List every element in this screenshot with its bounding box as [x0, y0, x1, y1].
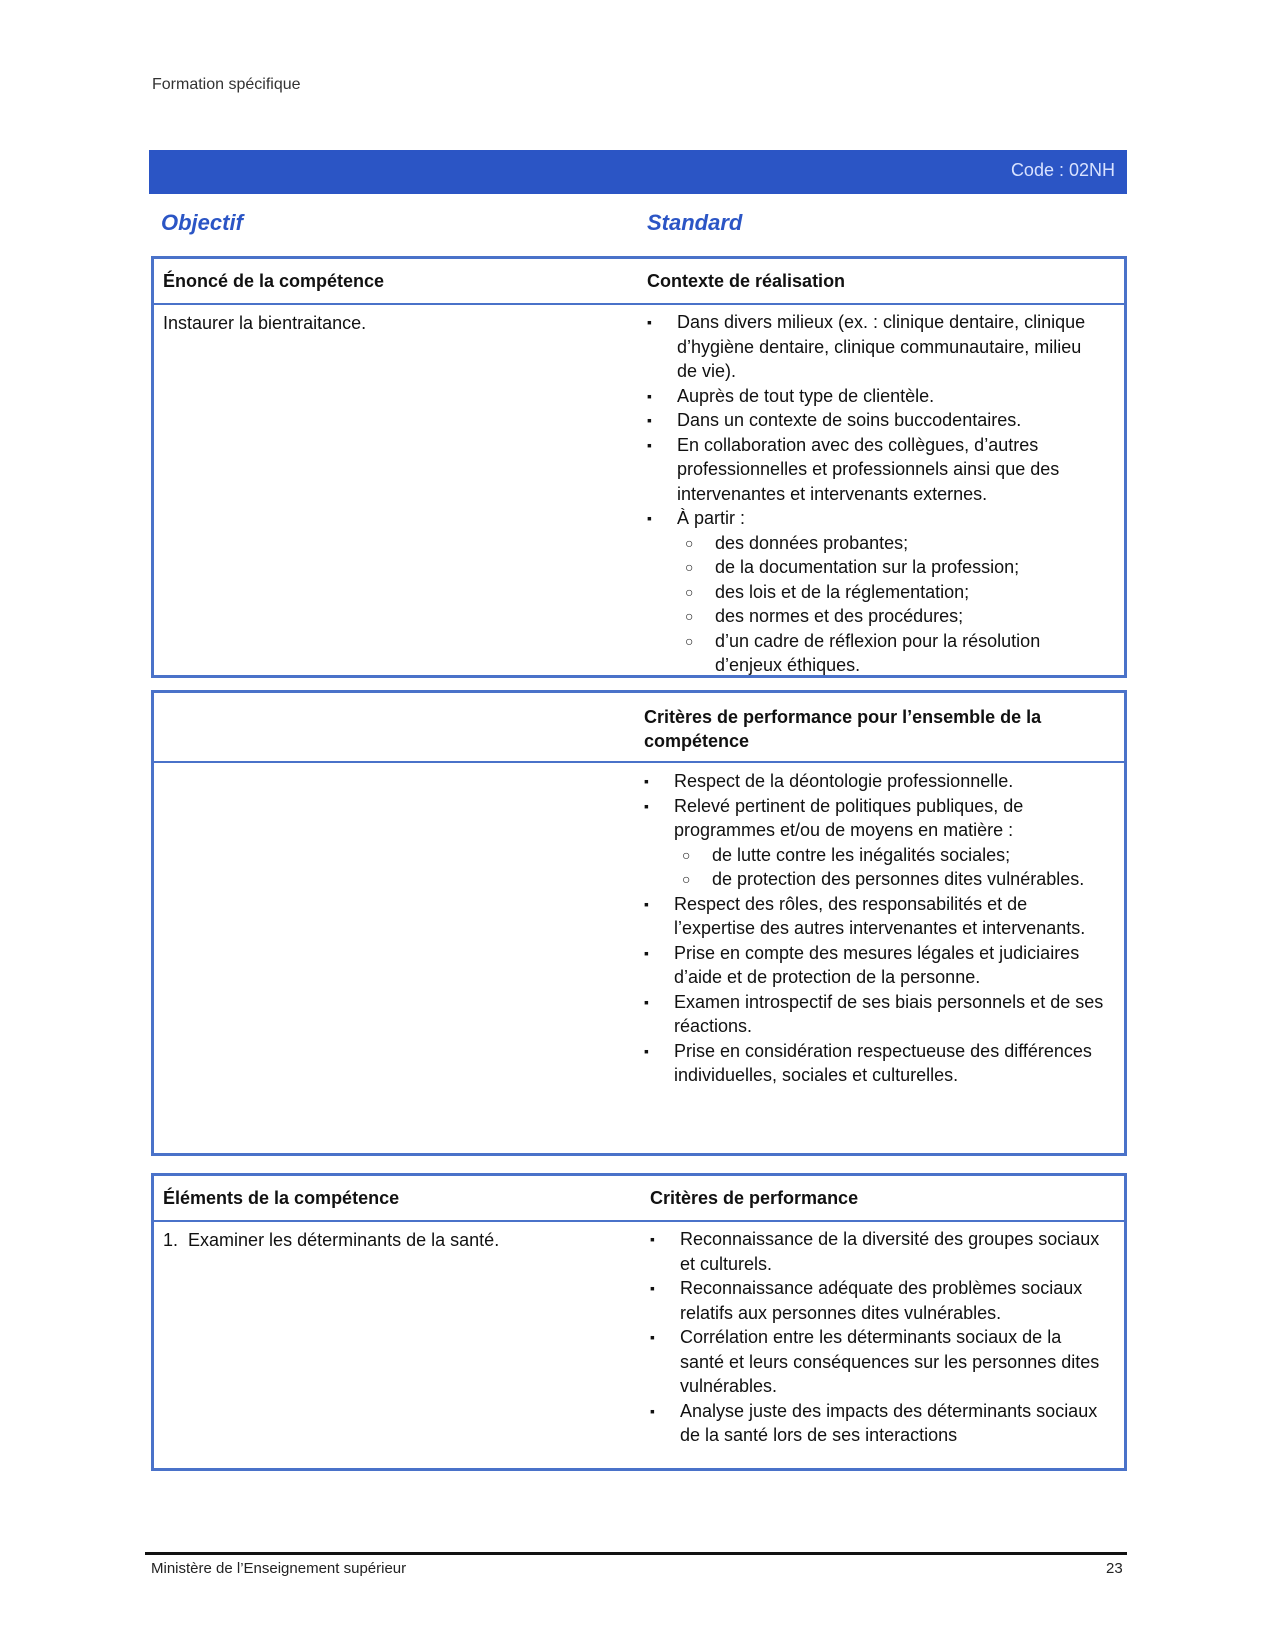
bullet-icon: ▪: [644, 797, 649, 814]
list-item: ▪ Prise en compte des mesures légales et judiciaires d’aide et de protection de la personne.: [644, 942, 1080, 987]
list-item: ▪ Respect des rôles, des responsabilités et de l’expertise des autres intervenantes et intervenants.: [644, 893, 1086, 938]
code-bar: [149, 150, 1127, 194]
enonce-text: Instaurer la bientraitance.: [163, 313, 367, 333]
circle-bullet-icon: ○: [685, 608, 694, 624]
criteres-head: Critères de performance: [650, 1188, 859, 1208]
bullet-icon: ▪: [647, 387, 652, 404]
list-item: ▪ Dans un contexte de soins buccodentaires.: [647, 408, 1087, 433]
list-item: ▪ En collaboration avec des collègues, d’autres professionnelles et professionnels ainsi que des intervenantes et intervenants externes.: [647, 434, 1060, 504]
sub-list-item: ○ de la documentation sur la profession;: [685, 555, 1087, 580]
sub-list-item: ○ de protection des personnes dites vulnérables.: [682, 867, 1104, 892]
bullet-icon: ▪: [650, 1329, 655, 1345]
competency-code: Code : 02NH: [1010, 160, 1115, 180]
table-enonce: [151, 256, 1127, 678]
footer-divider: [145, 1552, 1127, 1555]
sub-list: [674, 843, 1104, 892]
list-item: ▪ Dans divers milieux (ex. : clinique dentaire, clinique d’hygiène dentaire, clinique communautaire, milieu de vie).: [647, 312, 1086, 381]
sub-list-item: ○ des données probantes;: [685, 531, 1087, 556]
standard-title: Standard: [647, 210, 743, 235]
bullet-icon: ▪: [644, 773, 649, 789]
criteres-ensemble-head: Critères de performance pour l’ensemble de la compétence: [644, 707, 1042, 751]
bullet-icon: ▪: [644, 1042, 649, 1059]
criteres-ensemble-list: [644, 769, 1104, 1088]
sub-list-item: ○ des lois et de la réglementation;: [685, 580, 1087, 605]
bullet-icon: ▪: [647, 510, 652, 526]
contexte-list: [647, 310, 1087, 678]
bullet-icon: ▪: [650, 1231, 655, 1247]
bullet-icon: ▪: [647, 436, 652, 453]
bullet-icon: ▪: [647, 314, 652, 330]
element-text: Examiner les déterminants de la santé.: [188, 1230, 500, 1250]
contexte-head: Contexte de réalisation: [647, 271, 846, 291]
list-item: ▪ Auprès de tout type de clientèle.: [647, 384, 1087, 409]
bullet-icon: ▪: [644, 944, 649, 961]
list-item: ▪ Respect de la déontologie professionnelle.: [644, 769, 1104, 794]
table-criteres-ensemble: [151, 690, 1127, 1156]
criteres-list: [650, 1227, 1102, 1448]
footer-ministry: Ministère de l’Enseignement supérieur: [151, 1560, 407, 1577]
circle-bullet-icon: ○: [682, 846, 691, 863]
list-item: ▪ Analyse juste des impacts des déterminants sociaux de la santé lors de ses interactions: [650, 1400, 1098, 1445]
element-number: 1.: [163, 1230, 179, 1250]
sub-list-item: ○ de lutte contre les inégalités sociales;: [682, 843, 1104, 868]
list-item: ▪ Prise en considération respectueuse des différences individuelles, sociales et culturelles.: [644, 1040, 1092, 1085]
list-item: ▪ Relevé pertinent de politiques publiques, de programmes et/ou de moyens en matière : ○ de lutte contre les inégalités sociales; ○ de protection des personnes dites vulnérables.: [644, 794, 1104, 892]
list-item: ▪ Examen introspectif de ses biais personnels et de ses réactions.: [644, 991, 1104, 1036]
sub-list: [677, 531, 1087, 678]
bullet-icon: ▪: [650, 1280, 655, 1296]
circle-bullet-icon: ○: [685, 559, 694, 575]
circle-bullet-icon: ○: [685, 534, 694, 551]
elements-head: Éléments de la compétence: [163, 1188, 400, 1208]
objectif-title: Objectif: [161, 210, 243, 235]
bullet-icon: ▪: [650, 1402, 655, 1419]
sub-list-item: ○ des normes et des procédures;: [685, 604, 1087, 629]
bullet-icon: ▪: [644, 993, 649, 1010]
sub-list-item: ○ d’un cadre de réflexion pour la résolution d’enjeux éthiques.: [685, 630, 1041, 675]
enonce-head: Énoncé de la compétence: [163, 271, 385, 291]
circle-bullet-icon: ○: [685, 632, 694, 649]
page-number: 23: [1106, 1560, 1123, 1577]
circle-bullet-icon: ○: [682, 871, 691, 887]
table-elements: [151, 1173, 1127, 1471]
element-item: [163, 1228, 633, 1252]
list-item: ▪ Reconnaissance de la diversité des groupes sociaux et culturels.: [650, 1229, 1100, 1274]
circle-bullet-icon: ○: [685, 583, 694, 600]
program-title: Formation spécifique: [152, 76, 301, 93]
bullet-icon: ▪: [644, 895, 649, 912]
bullet-icon: ▪: [647, 412, 652, 428]
list-item: ▪ Reconnaissance adéquate des problèmes sociaux relatifs aux personnes dites vulnérables.: [650, 1278, 1083, 1323]
list-item: ▪ À partir : ○ des données probantes; ○ de la documentation sur la profession; ○ des lois et de la réglementation; ○ des normes et des procédures; ○ d’un cadre de réflexion pour la résolution d’enjeux éthiques.: [647, 506, 1087, 678]
list-item: ▪ Corrélation entre les déterminants sociaux de la santé et leurs conséquences sur les personnes dites vulnérables.: [650, 1327, 1100, 1396]
